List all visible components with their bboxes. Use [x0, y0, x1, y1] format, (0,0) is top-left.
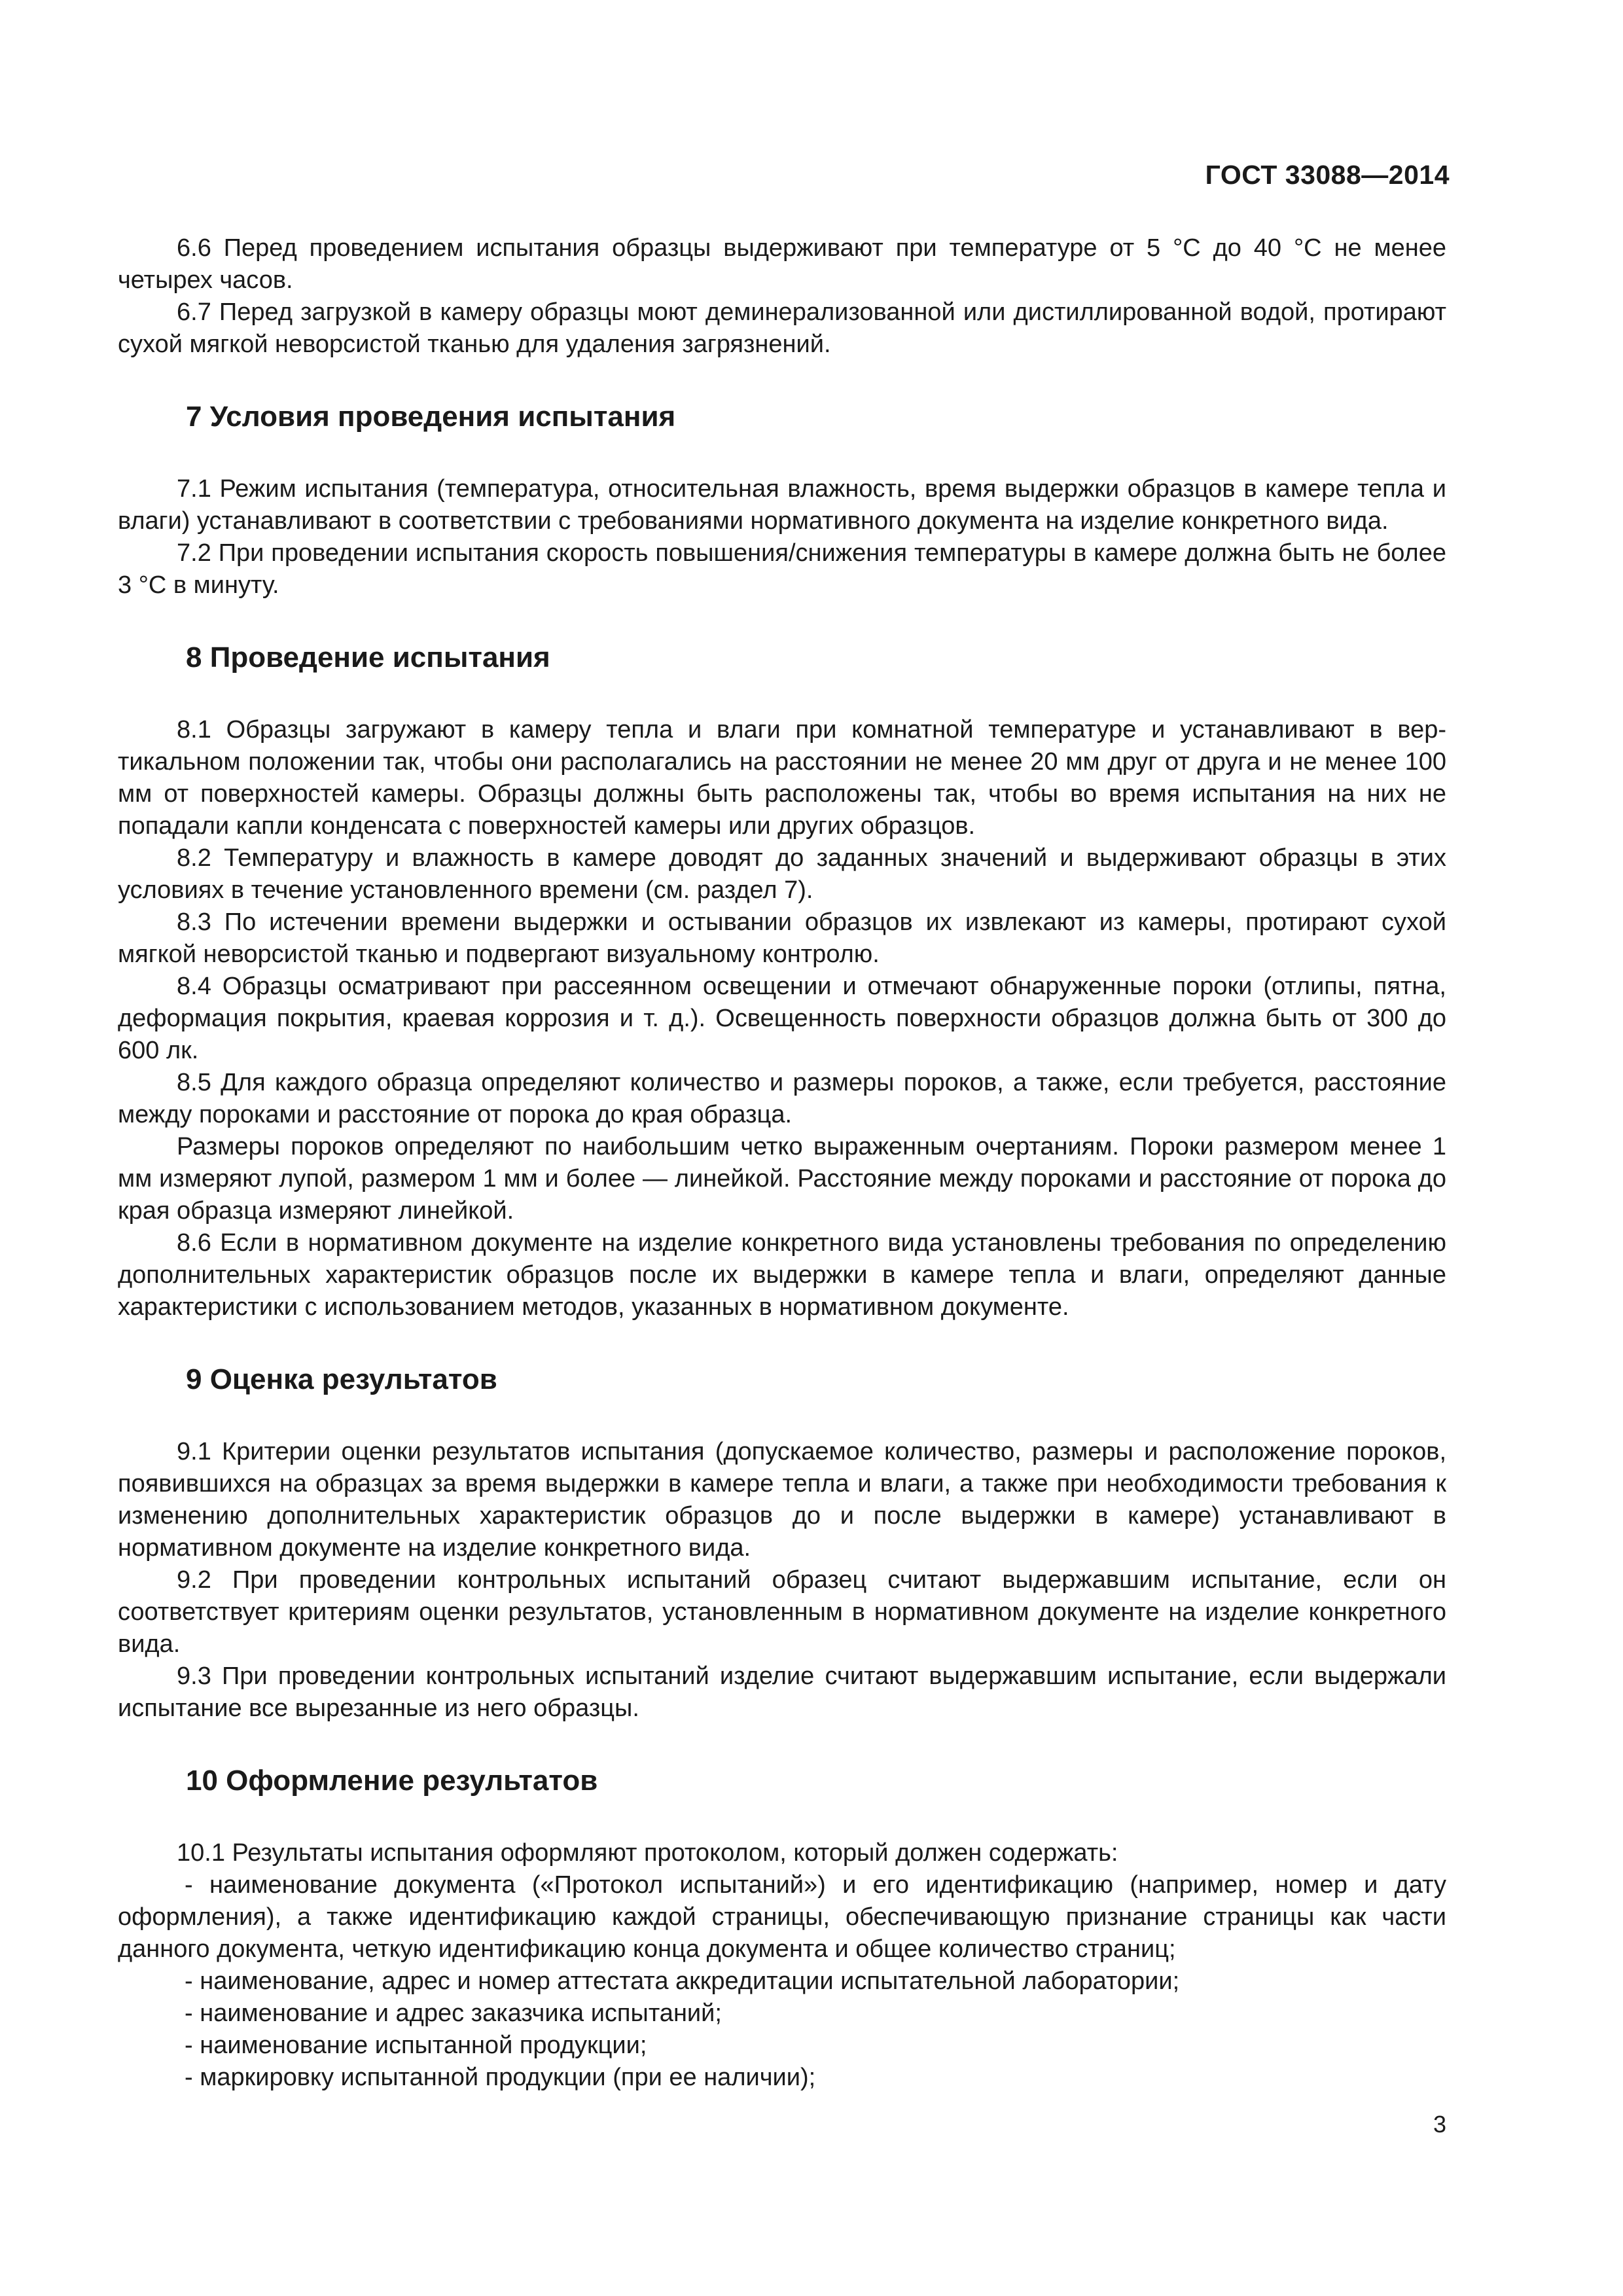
paragraph-6-7: 6.7 Перед загрузкой в камеру образцы моют деминерализованной или дистиллированной водой, протирают сухой мягкой неворсистой тканью для удаления загрязнений.	[118, 298, 1446, 358]
document-code: ГОСТ 33088—2014	[1205, 160, 1450, 190]
paragraph-8-2: 8.2 Температуру и влажность в камере доводят до заданных значений и выдерживают образцы в этих условиях в течение установленного времени (см. раздел 7).	[118, 844, 1446, 904]
protocol-contents-list	[118, 1869, 1446, 2094]
paragraph-9-3: 9.3 При проведении контрольных испытаний изделие считают выдержавшим испытание, если выдержали испытание все вырезанные из него образцы.	[118, 1662, 1446, 1722]
paragraph-7-1: 7.1 Режим испытания (температура, относительная влажность, время выдержки образцов в камере тепла и влаги) устанавливают в соответствии с требованиями нормативного документа на изделие конкретного вида.	[118, 475, 1446, 535]
paragraph-9-2: 9.2 При проведении контрольных испытаний образец считают выдержавшим испытание, если он соответствует критериям оценки результатов, установленным в нормативном документе на изделие конкретного вида.	[118, 1566, 1446, 1658]
list-item: - наименование испытанной продукции;	[185, 2032, 647, 2059]
paragraph-8-5-defect-size: Размеры пороков определяют по наибольшим четко выраженным очертаниям. Пороки размером менее 1 мм измеряют лупой, размером 1 мм и более — линейкой. Расстояние между пороками и расстояние от порока до края образца измеряют линейкой.	[118, 1133, 1446, 1225]
paragraph-8-5: 8.5 Для каждого образца определяют количество и размеры пороков, а также, если требуется, расстояние между пороками и расстояние от порока до края образца.	[118, 1069, 1446, 1128]
section-9-title: 9 Оценка результатов	[186, 1363, 497, 1395]
list-item: - наименование, адрес и номер аттестата аккредитации испытательной лаборатории;	[185, 1967, 1180, 1995]
paragraph-6-6: 6.6 Перед проведением испытания образцы выдерживают при температуре от 5 °С до 40 °С не менее четырех часов.	[118, 234, 1446, 294]
page-number: 3	[1433, 2111, 1446, 2138]
list-item: - наименование и адрес заказчика испытаний;	[185, 2000, 722, 2027]
list-item: - маркировку испытанной продукции (при ее наличии);	[185, 2064, 816, 2091]
section-10-title: 10 Оформление результатов	[186, 1765, 598, 1797]
paragraph-8-4: 8.4 Образцы осматривают при рассеянном освещении и отмечают обнаруженные пороки (отлипы, пятна, деформация покрытия, краевая коррозия и т. д.). Освещенность поверхности образцов должна быть от 300 до 600 лк.	[118, 973, 1446, 1064]
list-item: - наименование документа («Протокол испытаний») и его идентификацию (например, номер и дату оформления), а также идентификацию каждой страницы, обеспечивающую признание страницы как части данного документа, четкую идентификацию конца документа и общее количество страниц;	[118, 1871, 1446, 1963]
page-body	[118, 232, 1446, 2094]
paragraph-8-3: 8.3 По истечении времени выдержки и остывании образцов их извлекают из камеры, протирают сухой мягкой неворсистой тканью и подвергают визуальному контролю.	[118, 908, 1446, 968]
paragraph-7-2: 7.2 При проведении испытания скорость повышения/снижения температуры в камере должна быть не более 3 °С в минуту.	[118, 539, 1446, 599]
paragraph-8-6: 8.6 Если в нормативном документе на изделие конкретного вида установлены требования по определению дополнительных характеристик образцов после их выдержки в камере тепла и влаги, определяют данные характеристики с использованием методов, указанных в нормативном документе.	[118, 1229, 1446, 1321]
paragraph-8-1: 8.1 Образцы загружают в камеру тепла и влаги при комнатной температуре и устанавливают в вертикальном положении так, чтобы они располагались на расстоянии не менее 20 мм друг от друга и не менее 100 мм от поверхностей камеры. Образцы должны быть расположены так, чтобы во время испытания на них не попадали капли конденсата с поверхностей камеры или других образцов.	[118, 716, 1446, 840]
section-7-title: 7 Условия проведения испытания	[186, 401, 676, 433]
section-8-title: 8 Проведение испытания	[186, 641, 550, 673]
paragraph-9-1: 9.1 Критерии оценки результатов испытания (допускаемое количество, размеры и расположение пороков, появившихся на образцах за время выдержки в камере тепла и влаги, а также при необходимости требования к изменению дополнительных характеристик образцов до и после выдержки в камере) устанавливают в нормативном документе на изделие конкретного вида.	[118, 1438, 1446, 1562]
paragraph-10-1: 10.1 Результаты испытания оформляют протоколом, который должен содержать:	[177, 1839, 1118, 1867]
